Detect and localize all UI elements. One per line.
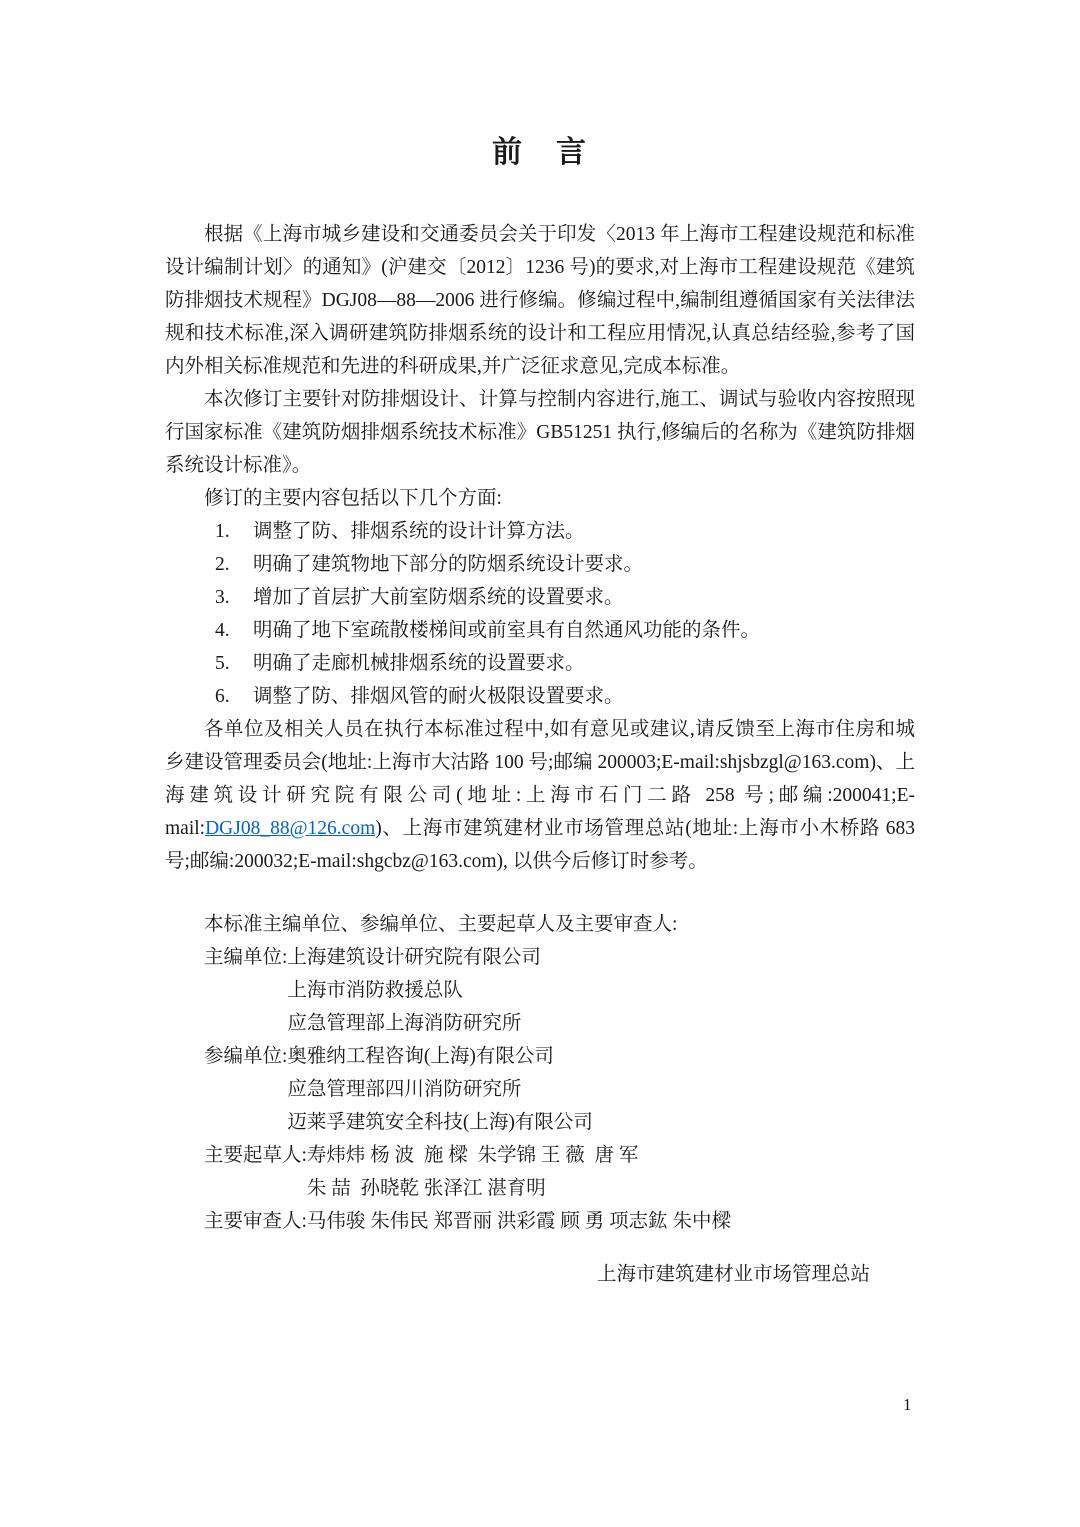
drafters-list xyxy=(307,1139,915,1205)
chief-units-list xyxy=(287,941,915,1040)
paragraph-revision-intro: 修订的主要内容包括以下几个方面: xyxy=(204,488,502,509)
credit-row-chief-units xyxy=(204,941,915,1040)
revision-item-number: 1. xyxy=(215,521,230,542)
drafters-names-line: 寿炜炜 杨 波 施 樑 朱学锦 王 薇 唐 军 xyxy=(306,1145,639,1166)
credits-intro: 本标准主编单位、参编单位、主要起草人及主要审查人: xyxy=(204,914,678,935)
credit-row-reviewers xyxy=(204,1205,915,1238)
revision-item-text: 调整了防、排烟风管的耐火极限设置要求。 xyxy=(253,686,624,707)
reviewers-label: 主要审查人: xyxy=(204,1211,307,1232)
revision-item-number: 4. xyxy=(215,620,230,641)
revision-item-1 xyxy=(215,515,915,548)
revision-item-2 xyxy=(215,548,915,581)
feedback-text-before: 各单位及相关人员在执行本标准过程中,如有意见或建议,请反馈至上海市住房和城乡建设管理委员会(地址:上海市大沽路 100 号;邮编 200003;E-mail:shjsbzgl@163.com)、上海建筑设计研究院有限公司(地址:上海市石门二路 258 号;邮编:200041;E-mail: xyxy=(165,719,915,839)
revision-item-3 xyxy=(215,581,915,614)
revision-item-number: 3. xyxy=(215,587,230,608)
chief-unit: 上海市消防救援总队 xyxy=(287,980,463,1001)
revision-item-text: 明确了建筑物地下部分的防烟系统设计要求。 xyxy=(253,554,644,575)
reviewers-names-line: 马伟骏 朱伟民 郑晋丽 洪彩霞 顾 勇 项志鈜 朱中樑 xyxy=(306,1211,732,1232)
page-content xyxy=(165,0,915,1291)
revision-item-text: 明确了地下室疏散楼梯间或前室具有自然通风功能的条件。 xyxy=(253,620,761,641)
participating-units-list xyxy=(287,1040,915,1139)
chief-units-label: 主编单位: xyxy=(204,947,288,968)
participating-units-label: 参编单位: xyxy=(204,1046,288,1067)
paragraph-feedback xyxy=(165,713,915,878)
revision-item-text: 明确了走廊机械排烟系统的设置要求。 xyxy=(253,653,585,674)
reviewers-list xyxy=(307,1205,915,1238)
revision-item-5 xyxy=(215,647,915,680)
revision-item-number: 5. xyxy=(215,653,230,674)
participating-unit: 应急管理部四川消防研究所 xyxy=(287,1079,522,1100)
signature: 上海市建筑建材业市场管理总站 xyxy=(596,1264,870,1285)
feedback-text-after: )、上海市建筑建材业市场管理总站(地址:上海市小木桥路 683 号;邮编:200032;E-mail:shgcbz@163.com), 以供今后修订时参考。 xyxy=(165,818,915,872)
revision-item-number: 6. xyxy=(215,686,230,707)
body-text-block xyxy=(165,218,915,1291)
revision-item-number: 2. xyxy=(215,554,230,575)
email-link[interactable]: DGJ08_88@126.com xyxy=(205,818,376,839)
drafters-label: 主要起草人: xyxy=(204,1145,307,1166)
page-number: 1 xyxy=(903,1395,912,1414)
chief-unit: 上海建筑设计研究院有限公司 xyxy=(287,947,541,968)
page-title: 前 言 xyxy=(492,136,588,169)
paragraph-scope: 本次修订主要针对防排烟设计、计算与控制内容进行,施工、调试与验收内容按照现行国家标准《建筑防烟排烟系统技术标准》GB51251 执行,修编后的名称为《建筑防排烟系统设计标准》。 xyxy=(165,389,915,476)
drafters-names-line: 朱 喆 孙晓乾 张泽江 湛育明 xyxy=(306,1178,546,1199)
credit-row-drafters xyxy=(204,1139,915,1205)
chief-unit: 应急管理部上海消防研究所 xyxy=(287,1013,522,1034)
paragraph-basis: 根据《上海市城乡建设和交通委员会关于印发〈2013 年上海市工程建设规范和标准设计编制计划〉的通知》(沪建交〔2012〕1236 号)的要求,对上海市工程建设规范《建筑防排烟技术规程》DGJ08—88—2006 进行修编。修编过程中,编制组遵循国家有关法律法规和技术标准,深入调研建筑防排烟系统的设计和工程应用情况,认真总结经验,参考了国内外相关标准规范和先进的科研成果,并广泛征求意见,完成本标准。 xyxy=(165,224,915,377)
revision-item-4 xyxy=(215,614,915,647)
participating-unit: 迈莱孚建筑安全科技(上海)有限公司 xyxy=(287,1112,593,1133)
revision-item-text: 调整了防、排烟系统的设计计算方法。 xyxy=(253,521,585,542)
credit-row-participating-units xyxy=(204,1040,915,1139)
revision-list xyxy=(165,515,915,713)
participating-unit: 奥雅纳工程咨询(上海)有限公司 xyxy=(287,1046,554,1067)
revision-item-text: 增加了首层扩大前室防烟系统的设置要求。 xyxy=(253,587,624,608)
revision-item-6 xyxy=(215,680,915,713)
